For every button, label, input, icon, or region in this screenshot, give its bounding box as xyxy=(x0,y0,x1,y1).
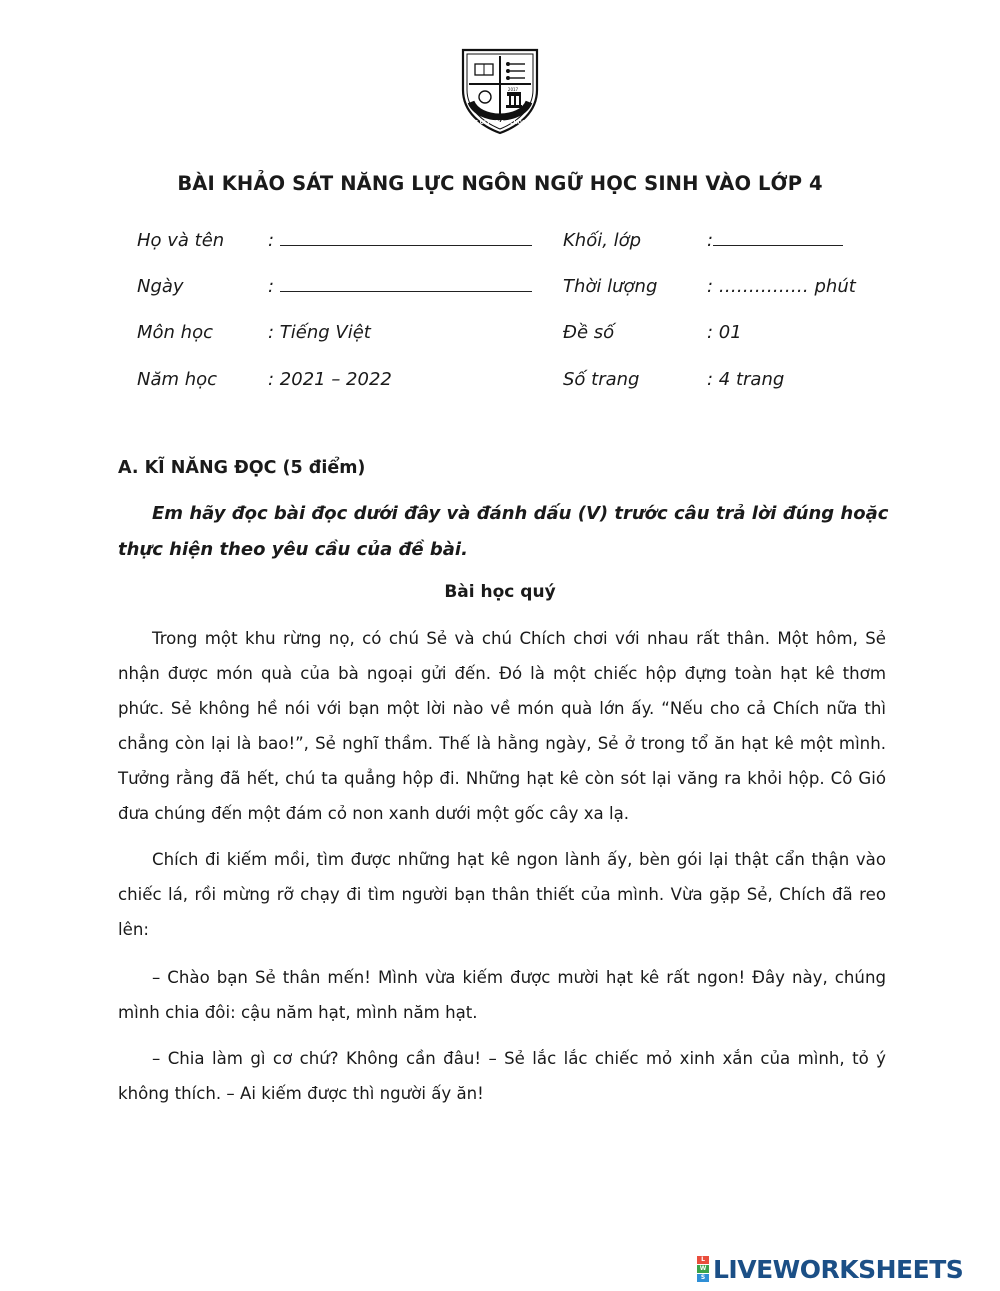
date-label: Ngày xyxy=(137,276,184,297)
pages-label: Số trang xyxy=(563,369,640,390)
date-field[interactable] xyxy=(268,276,532,297)
instruction-text: Em hãy đọc bài đọc dưới đây và đánh dấu (V) trước câu trả lời đúng hoặc thực hiện theo yêu cầu của đề bài. xyxy=(118,503,889,560)
grade-field[interactable] xyxy=(707,230,843,251)
section-a-heading: A. KĨ NĂNG ĐỌC (5 điểm) xyxy=(118,458,366,478)
liveworksheets-icon: L W S xyxy=(697,1256,709,1282)
date-blank-line xyxy=(280,277,532,292)
liveworksheets-watermark[interactable] xyxy=(697,1256,963,1282)
name-label: Họ và tên xyxy=(137,230,225,251)
subject-label: Môn học xyxy=(137,322,213,343)
story-paragraph-2: Chích đi kiếm mồi, tìm được những hạt kê ngon lành ấy, bèn gói lại thật cẩn thận vào chiếc lá, rồi mừng rỡ chạy đi tìm người bạn thân thiết của mình. Vừa gặp Sẻ, Chích đã reo lên: xyxy=(118,850,886,939)
story-paragraph-3: – Chào bạn Sẻ thân mến! Mình vừa kiếm được mười hạt kê rất ngon! Đây này, chúng mình chia đôi: cậu năm hạt, mình năm hạt. xyxy=(118,968,886,1022)
duration-label: Thời lượng xyxy=(563,276,658,297)
school-crest-logo xyxy=(455,44,545,136)
exam-no-label: Đề số xyxy=(563,322,615,343)
pages-value: : 4 trang xyxy=(707,369,785,390)
grade-label: Khối, lớp xyxy=(563,230,642,251)
exam-no-value: : 01 xyxy=(707,322,742,343)
name-blank-line xyxy=(280,231,532,246)
name-field[interactable] xyxy=(268,230,532,251)
year-label: Năm học xyxy=(137,369,218,390)
page-title: BÀI KHẢO SÁT NĂNG LỰC NGÔN NGỮ HỌC SINH VÀO LỚP 4 xyxy=(177,172,823,195)
name-sep: : xyxy=(268,230,275,251)
crest-motto: THE OLYMPIA SCHOOLS xyxy=(467,120,533,126)
grade-blank-line xyxy=(713,231,843,246)
grade-sep: : xyxy=(707,230,714,251)
duration-value[interactable]: : …………… phút xyxy=(707,276,856,297)
subject-value: : Tiếng Việt xyxy=(268,322,371,343)
date-sep: : xyxy=(268,276,275,297)
story-title: Bài học quý xyxy=(444,582,556,602)
story-paragraph-4: – Chia làm gì cơ chứ? Không cần đâu! – Sẻ lắc lắc chiếc mỏ xinh xắn của mình, tỏ ý không thích. – Ai kiếm được thì người ấy ăn! xyxy=(118,1049,886,1103)
year-value: : 2021 – 2022 xyxy=(268,369,392,390)
liveworksheets-text: LIVEWORKSHEETS xyxy=(713,1254,964,1284)
story-paragraph-1: Trong một khu rừng nọ, có chú Sẻ và chú Chích chơi với nhau rất thân. Một hôm, Sẻ nhận được món quà của bà ngoại gửi đến. Đó là một chiếc hộp đựng toàn hạt kê thơm phức. Sẻ không hề nói với bạn một lời nào về món quà lớn ấy. “Nếu cho cả Chích nữa thì chẳng còn lại là bao!”, Sẻ nghĩ thầm. Thế là hằng ngày, Sẻ ở trong tổ ăn hạt kê một mình. Tưởng rằng đã hết, chú ta quẳng hộp đi. Những hạt kê còn sót lại văng ra khỏi hộp. Cô Gió đưa chúng đến một đám cỏ non xanh dưới một gốc cây xa lạ. xyxy=(118,629,886,823)
crest-year: 2017 xyxy=(507,87,519,92)
